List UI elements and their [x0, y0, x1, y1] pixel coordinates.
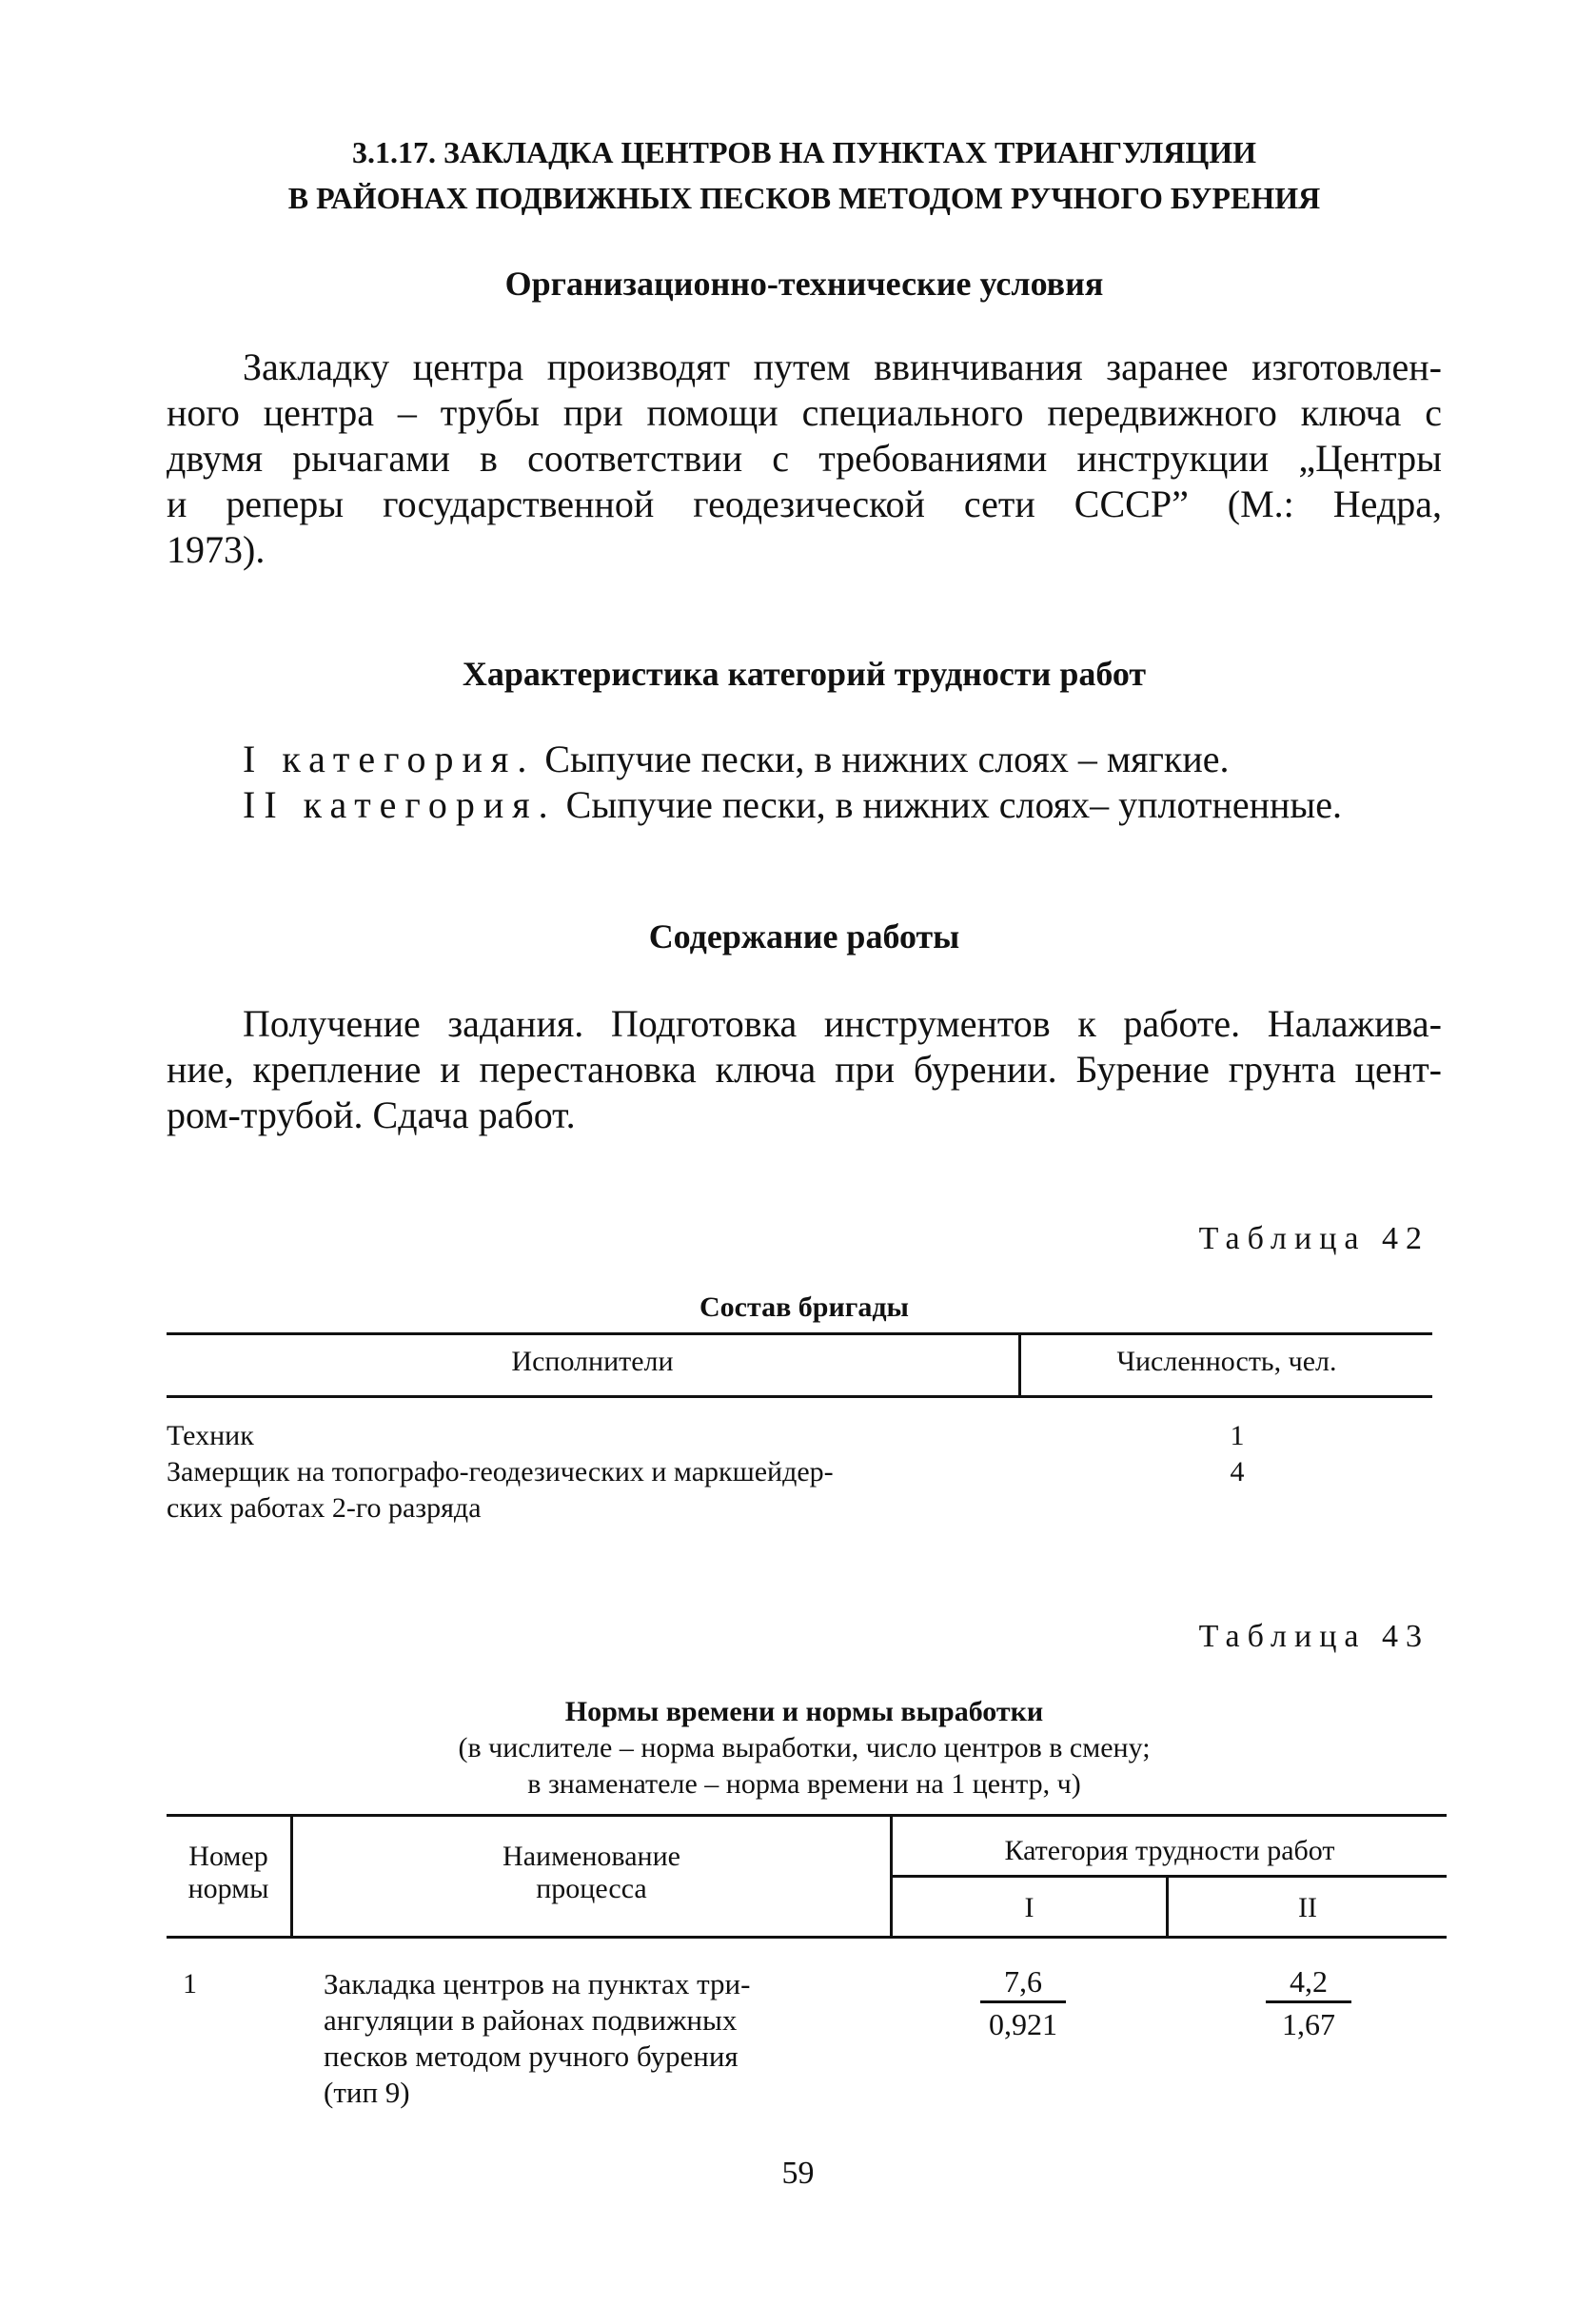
table-cell-norm-no: 1: [183, 1968, 197, 2000]
process-line: ангуляции в районах подвижных: [324, 2003, 738, 2037]
table-cell-process: [324, 1966, 876, 2111]
table-cell-performer: ских работах 2-го разряда: [167, 1492, 482, 1524]
table-row: [167, 1418, 1023, 1454]
table-42-number: Таблица 42: [1198, 1221, 1429, 1256]
header-line: нормы: [187, 1873, 269, 1904]
table-cell-performer: Замерщик на топографо-геодезических и маркшейдер-: [167, 1456, 834, 1487]
difficulty-category-1: [243, 737, 1480, 782]
paragraph-line: ние, крепление и перестановка ключа при бурении. Бурение грунта цент-: [167, 1048, 1442, 1091]
process-line: песков методом ручного бурения: [324, 2039, 739, 2073]
paragraph-line: Получение задания. Подготовка инструментов к работе. Налажива-: [243, 1002, 1442, 1045]
header-line: Номер: [188, 1841, 268, 1872]
table-cell-cat-1-fraction: [980, 1964, 1066, 2041]
org-conditions-heading: Организационно-технические условия: [504, 265, 1104, 303]
category-label: I категория.: [243, 738, 536, 780]
table-header-rule: [167, 1936, 1447, 1939]
fraction-denominator: 1,67: [1282, 2007, 1335, 2041]
table-cell-performer: Техник: [167, 1420, 254, 1451]
table-43-header-category: Категория трудности работ: [1004, 1835, 1335, 1866]
process-line: (тип 9): [324, 2076, 410, 2109]
table-cell-count: 1: [1230, 1420, 1245, 1451]
table-43-header-process: [293, 1841, 890, 1905]
difficulty-category-2: [243, 782, 1480, 828]
org-conditions-paragraph: [167, 345, 1442, 573]
table-header-rule: [167, 1395, 1432, 1398]
table-43-subcaption-2: в знаменателе – норма времени на 1 центр, ч): [527, 1768, 1081, 1800]
paragraph-line: Закладку центра производят путем ввинчивания заранее изготовлен-: [243, 345, 1442, 388]
header-line: процесса: [536, 1873, 647, 1904]
table-row: [167, 1454, 1023, 1527]
difficulty-heading: Характеристика категорий трудности работ: [462, 655, 1147, 693]
paragraph-line: 1973).: [167, 528, 266, 571]
table-cell-count: 4: [1230, 1456, 1245, 1487]
work-content-heading: Содержание работы: [648, 917, 960, 955]
category-text: Сыпучие пески, в нижних слоях– уплотненные.: [556, 783, 1343, 826]
paragraph-line: ром-трубой. Сдача работ.: [167, 1093, 576, 1136]
work-content-paragraph: [167, 1001, 1442, 1138]
table-top-rule: [167, 1332, 1432, 1335]
table-43-header-cat-1: I: [1024, 1892, 1034, 1923]
fraction-numerator: 7,6: [980, 1964, 1066, 2003]
category-text: Сыпучие пески, в нижних слоях – мягкие.: [535, 738, 1230, 780]
table-cell-cat-2-fraction: [1266, 1964, 1351, 2041]
page-number: 59: [781, 2156, 815, 2191]
category-label: II категория.: [243, 783, 557, 826]
section-title-line-2: В РАЙОНАХ ПОДВИЖНЫХ ПЕСКОВ МЕТОДОМ РУЧНОГО БУРЕНИЯ: [287, 181, 1321, 215]
paragraph-line: ного центра – трубы при помощи специального передвижного ключа с: [167, 391, 1442, 434]
table-43-caption: Нормы времени и нормы выработки: [564, 1696, 1044, 1727]
paragraph-line: двумя рычагами в соответствии с требованиями инструкции „Центры: [167, 437, 1442, 480]
table-42-header-count: Численность, чел.: [1116, 1346, 1337, 1377]
fraction-denominator: 0,921: [989, 2007, 1057, 2041]
table-top-rule: [167, 1814, 1447, 1817]
paragraph-line: и реперы государственной геодезической сети СССР” (М.: Недра,: [167, 483, 1442, 525]
header-line: Наименование: [502, 1841, 680, 1872]
table-43-number: Таблица 43: [1198, 1619, 1429, 1654]
fraction-numerator: 4,2: [1266, 1964, 1351, 2003]
section-title-line-1: 3.1.17. ЗАКЛАДКА ЦЕНТРОВ НА ПУНКТАХ ТРИАНГУЛЯЦИИ: [351, 135, 1256, 169]
table-42-caption: Состав бригады: [699, 1291, 909, 1323]
table-43-header-norm-no: [167, 1841, 290, 1905]
table-42-header-performers: Исполнители: [511, 1346, 674, 1377]
process-line: Закладка центров на пунктах три-: [324, 1967, 751, 2000]
table-43-header-cat-2: II: [1298, 1892, 1317, 1923]
table-43-subcaption-1: (в числителе – норма выработки, число центров в смену;: [458, 1732, 1151, 1763]
